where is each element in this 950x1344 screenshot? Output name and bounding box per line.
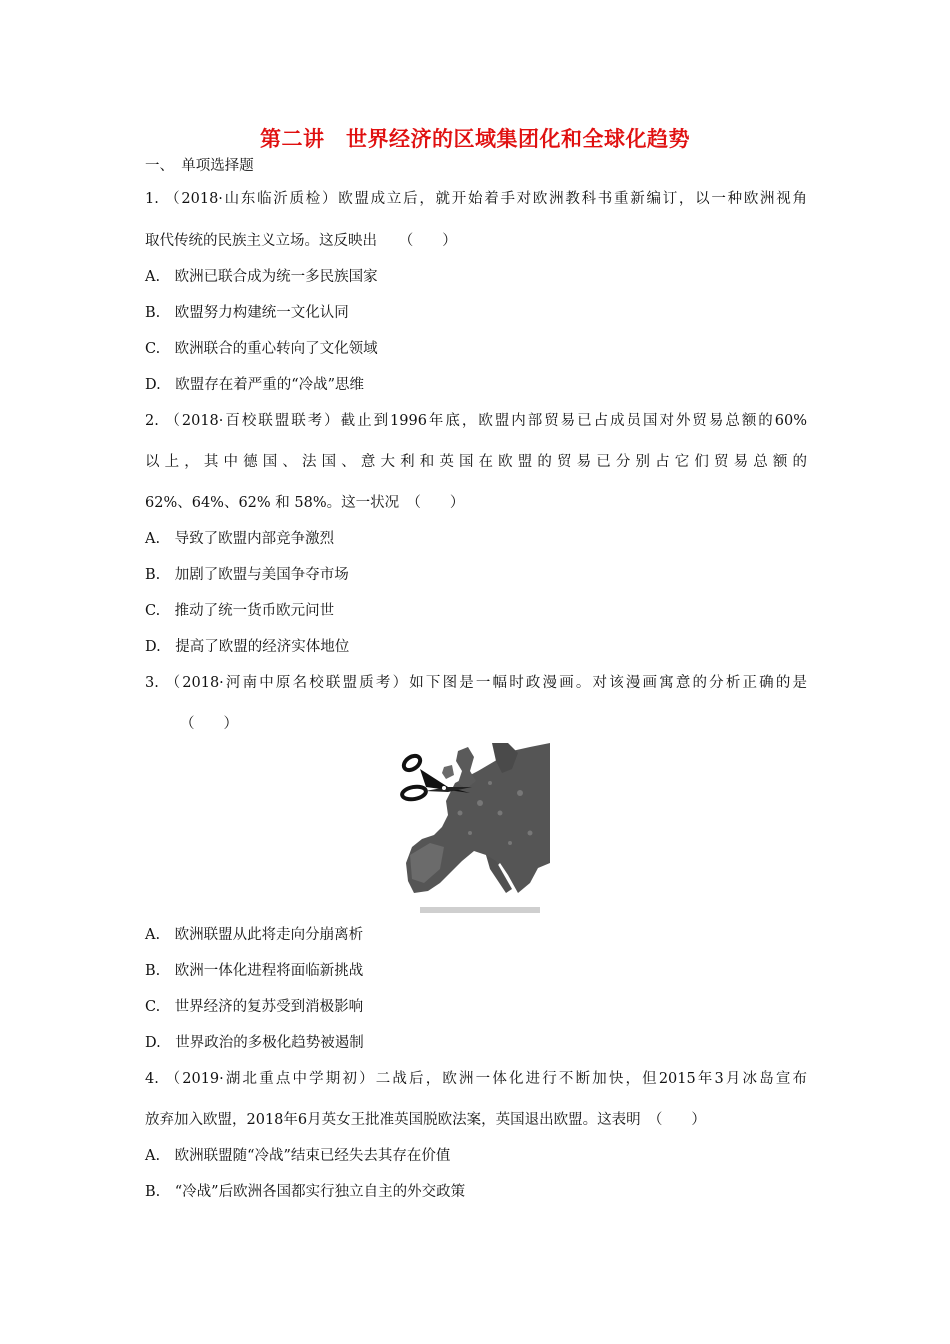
- question-2-option-b: B. 加剧了欧盟与美国争夺市场: [145, 567, 349, 583]
- question-1-option-c: C. 欧洲联合的重心转向了文化领域: [145, 341, 378, 357]
- question-1-option-b: B. 欧盟努力构建统一文化认同: [145, 305, 349, 321]
- cartoon-europe-map-scissors: [400, 743, 550, 915]
- question-1-option-a: A. 欧洲已联合成为统一多民族国家: [145, 269, 378, 285]
- page-title: 第二讲 世界经济的区域集团化和全球化趋势: [260, 127, 690, 151]
- section-heading: 一、 单项选择题: [145, 158, 254, 174]
- question-2-option-a: A. 导致了欧盟内部竞争激烈: [145, 531, 335, 547]
- question-4-option-a: A. 欧洲联盟随“冷战”结束已经失去其存在价值: [145, 1148, 451, 1164]
- question-1-option-d: D. 欧盟存在着严重的“冷战”思维: [145, 377, 365, 393]
- question-2-stem-line-2: 以上，其中德国、法国、意大利和英国在欧盟的贸易已分别占它们贸易总额的: [145, 454, 807, 470]
- question-4-stem-line-2: 放弃加入欧盟，2018年6月英女王批准英国脱欧法案，英国退出欧盟。这表明 （ ）: [145, 1112, 706, 1128]
- question-2-option-c: C. 推动了统一货币欧元问世: [145, 603, 335, 619]
- cartoon-image: [400, 743, 550, 915]
- question-4-stem-line-1: 4. （2019·湖北重点中学期初）二战后，欧洲一体化进行不断加快，但2015年3月冰岛宣布: [145, 1071, 807, 1087]
- question-3-option-b: B. 欧洲一体化进程将面临新挑战: [145, 963, 364, 979]
- question-3-answer-blank: （ ）: [180, 716, 238, 732]
- question-3-option-c: C. 世界经济的复苏受到消极影响: [145, 999, 364, 1015]
- question-3-option-d: D. 世界政治的多极化趋势被遏制: [145, 1035, 364, 1051]
- question-2-stem-line-1: 2. （2018·百校联盟联考）截止到1996年底，欧盟内部贸易已占成员国对外贸易总额的60%: [145, 413, 807, 429]
- question-1-stem-line-1: 1. （2018·山东临沂质检）欧盟成立后，就开始着手对欧洲教科书重新编订，以一种欧洲视角: [145, 191, 807, 207]
- question-3-stem-line-1: 3. （2018·河南中原名校联盟质考）如下图是一幅时政漫画。对该漫画寓意的分析正确的是: [145, 675, 807, 691]
- question-3-option-a: A. 欧洲联盟从此将走向分崩离析: [145, 927, 364, 943]
- question-2-stem-line-3: 62%、64%、62% 和 58%。这一状况 （ ）: [145, 495, 465, 511]
- question-1-stem-line-2: 取代传统的民族主义立场。这反映出 （ ）: [145, 233, 457, 249]
- question-4-option-b: B. “冷战”后欧洲各国都实行独立自主的外交政策: [145, 1184, 466, 1200]
- question-2-option-d: D. 提高了欧盟的经济实体地位: [145, 639, 350, 655]
